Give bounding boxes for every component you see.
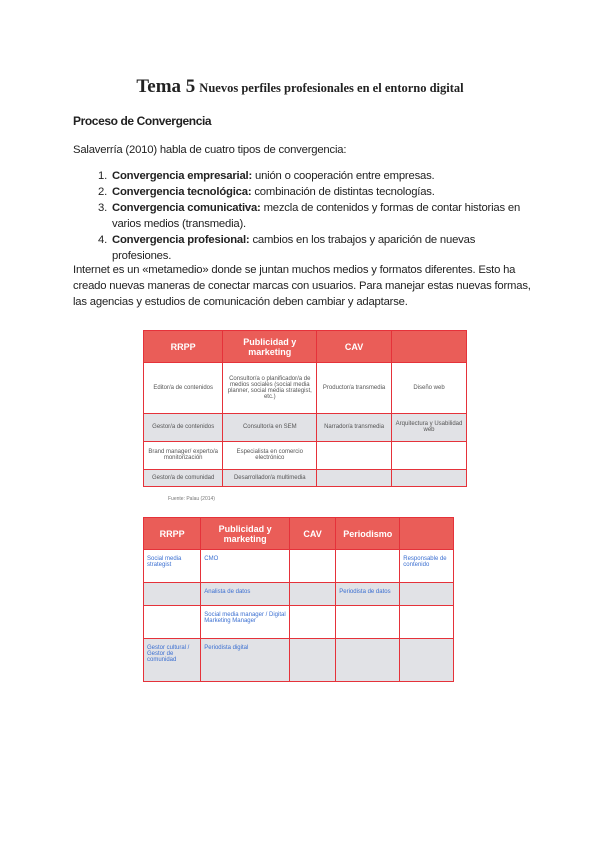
table-cell: Especialista en comercio electrónico xyxy=(223,441,317,469)
column-header xyxy=(391,331,466,363)
list-item: 3. Convergencia comunicativa: mezcla de contenidos y formas de contar historias en varios medios (transmedia). xyxy=(110,200,535,232)
table-cell: Gestor cultural / Gestor de comunidad xyxy=(144,639,201,682)
column-header: CAV xyxy=(289,518,335,550)
convergence-list xyxy=(73,168,535,264)
table-row xyxy=(144,363,467,414)
table-cell xyxy=(144,606,201,639)
table-cell xyxy=(289,639,335,682)
table-cell: Gestor/a de contenidos xyxy=(144,413,223,441)
table-cell xyxy=(144,583,201,606)
column-header: Publicidad y marketing xyxy=(201,518,290,550)
table-row xyxy=(144,583,454,606)
list-item: 2. Convergencia tecnológica: combinación de distintas tecnologías. xyxy=(110,184,535,200)
column-header: RRPP xyxy=(144,331,223,363)
table-caption: Fuente: Palau (2014) xyxy=(168,496,215,502)
list-item: 1. Convergencia empresarial: unión o cooperación entre empresas. xyxy=(110,168,535,184)
table-cell xyxy=(336,606,400,639)
table-cell: Desarrollador/a multimedia xyxy=(223,470,317,487)
table-cell xyxy=(400,606,454,639)
table-cell: Brand manager/ experto/a monitorización xyxy=(144,441,223,469)
profiles-table-2 xyxy=(143,517,454,682)
table-cell: Consultor/a en SEM xyxy=(223,413,317,441)
table-row xyxy=(144,550,454,583)
table-cell: Consultor/a o planificador/a de medios sociales (social media planner, social media strategist, etc.) xyxy=(223,363,317,414)
table-cell: Periodista de datos xyxy=(336,583,400,606)
table-cell xyxy=(336,550,400,583)
table-cell xyxy=(289,583,335,606)
table-cell: Responsable de contenido xyxy=(400,550,454,583)
section-heading: Proceso de Convergencia xyxy=(73,114,212,128)
table-cell: Social media strategist xyxy=(144,550,201,583)
table-cell: Social media manager / Digital Marketing Manager xyxy=(201,606,290,639)
column-header: CAV xyxy=(317,331,392,363)
column-header: RRPP xyxy=(144,518,201,550)
column-header: Periodismo xyxy=(336,518,400,550)
table-cell xyxy=(391,470,466,487)
table-cell: Diseño web xyxy=(391,363,466,414)
table-cell xyxy=(317,470,392,487)
table-cell xyxy=(336,639,400,682)
table-row xyxy=(144,470,467,487)
table-cell: Narrador/a transmedia xyxy=(317,413,392,441)
table-cell: Gestor/a de comunidad xyxy=(144,470,223,487)
table-cell: CMO xyxy=(201,550,290,583)
page-title: Tema 5 Nuevos perfiles profesionales en el entorno digital xyxy=(136,76,464,97)
table-cell: Arquitectura y Usabilidad web xyxy=(391,413,466,441)
intro-text: Salaverría (2010) habla de cuatro tipos de convergencia: xyxy=(73,144,347,156)
table-cell xyxy=(289,606,335,639)
table-cell xyxy=(400,583,454,606)
table-row xyxy=(144,639,454,682)
table-cell xyxy=(317,441,392,469)
table-cell: Periodista digital xyxy=(201,639,290,682)
body-paragraph: Internet es un «metamedio» donde se juntan muchos medios y formatos diferentes. Esto ha creado nuevas maneras de conectar marcas con usuarios. Para manejar estas nuevas formas, las agencias y estudios de comunicación deben cambiar y adaptarse. xyxy=(73,264,531,308)
table-cell xyxy=(391,441,466,469)
table-cell: Analista de datos xyxy=(201,583,290,606)
table-cell xyxy=(400,639,454,682)
column-header xyxy=(400,518,454,550)
table-row xyxy=(144,413,467,441)
list-item: 4. Convergencia profesional: cambios en los trabajos y aparición de nuevas profesiones. xyxy=(110,232,535,264)
table-cell: Editor/a de contenidos xyxy=(144,363,223,414)
table-cell: Productor/a transmedia xyxy=(317,363,392,414)
column-header: Publicidad y marketing xyxy=(223,331,317,363)
table-row xyxy=(144,606,454,639)
table-row xyxy=(144,441,467,469)
table-cell xyxy=(289,550,335,583)
profiles-table-1 xyxy=(143,330,467,487)
